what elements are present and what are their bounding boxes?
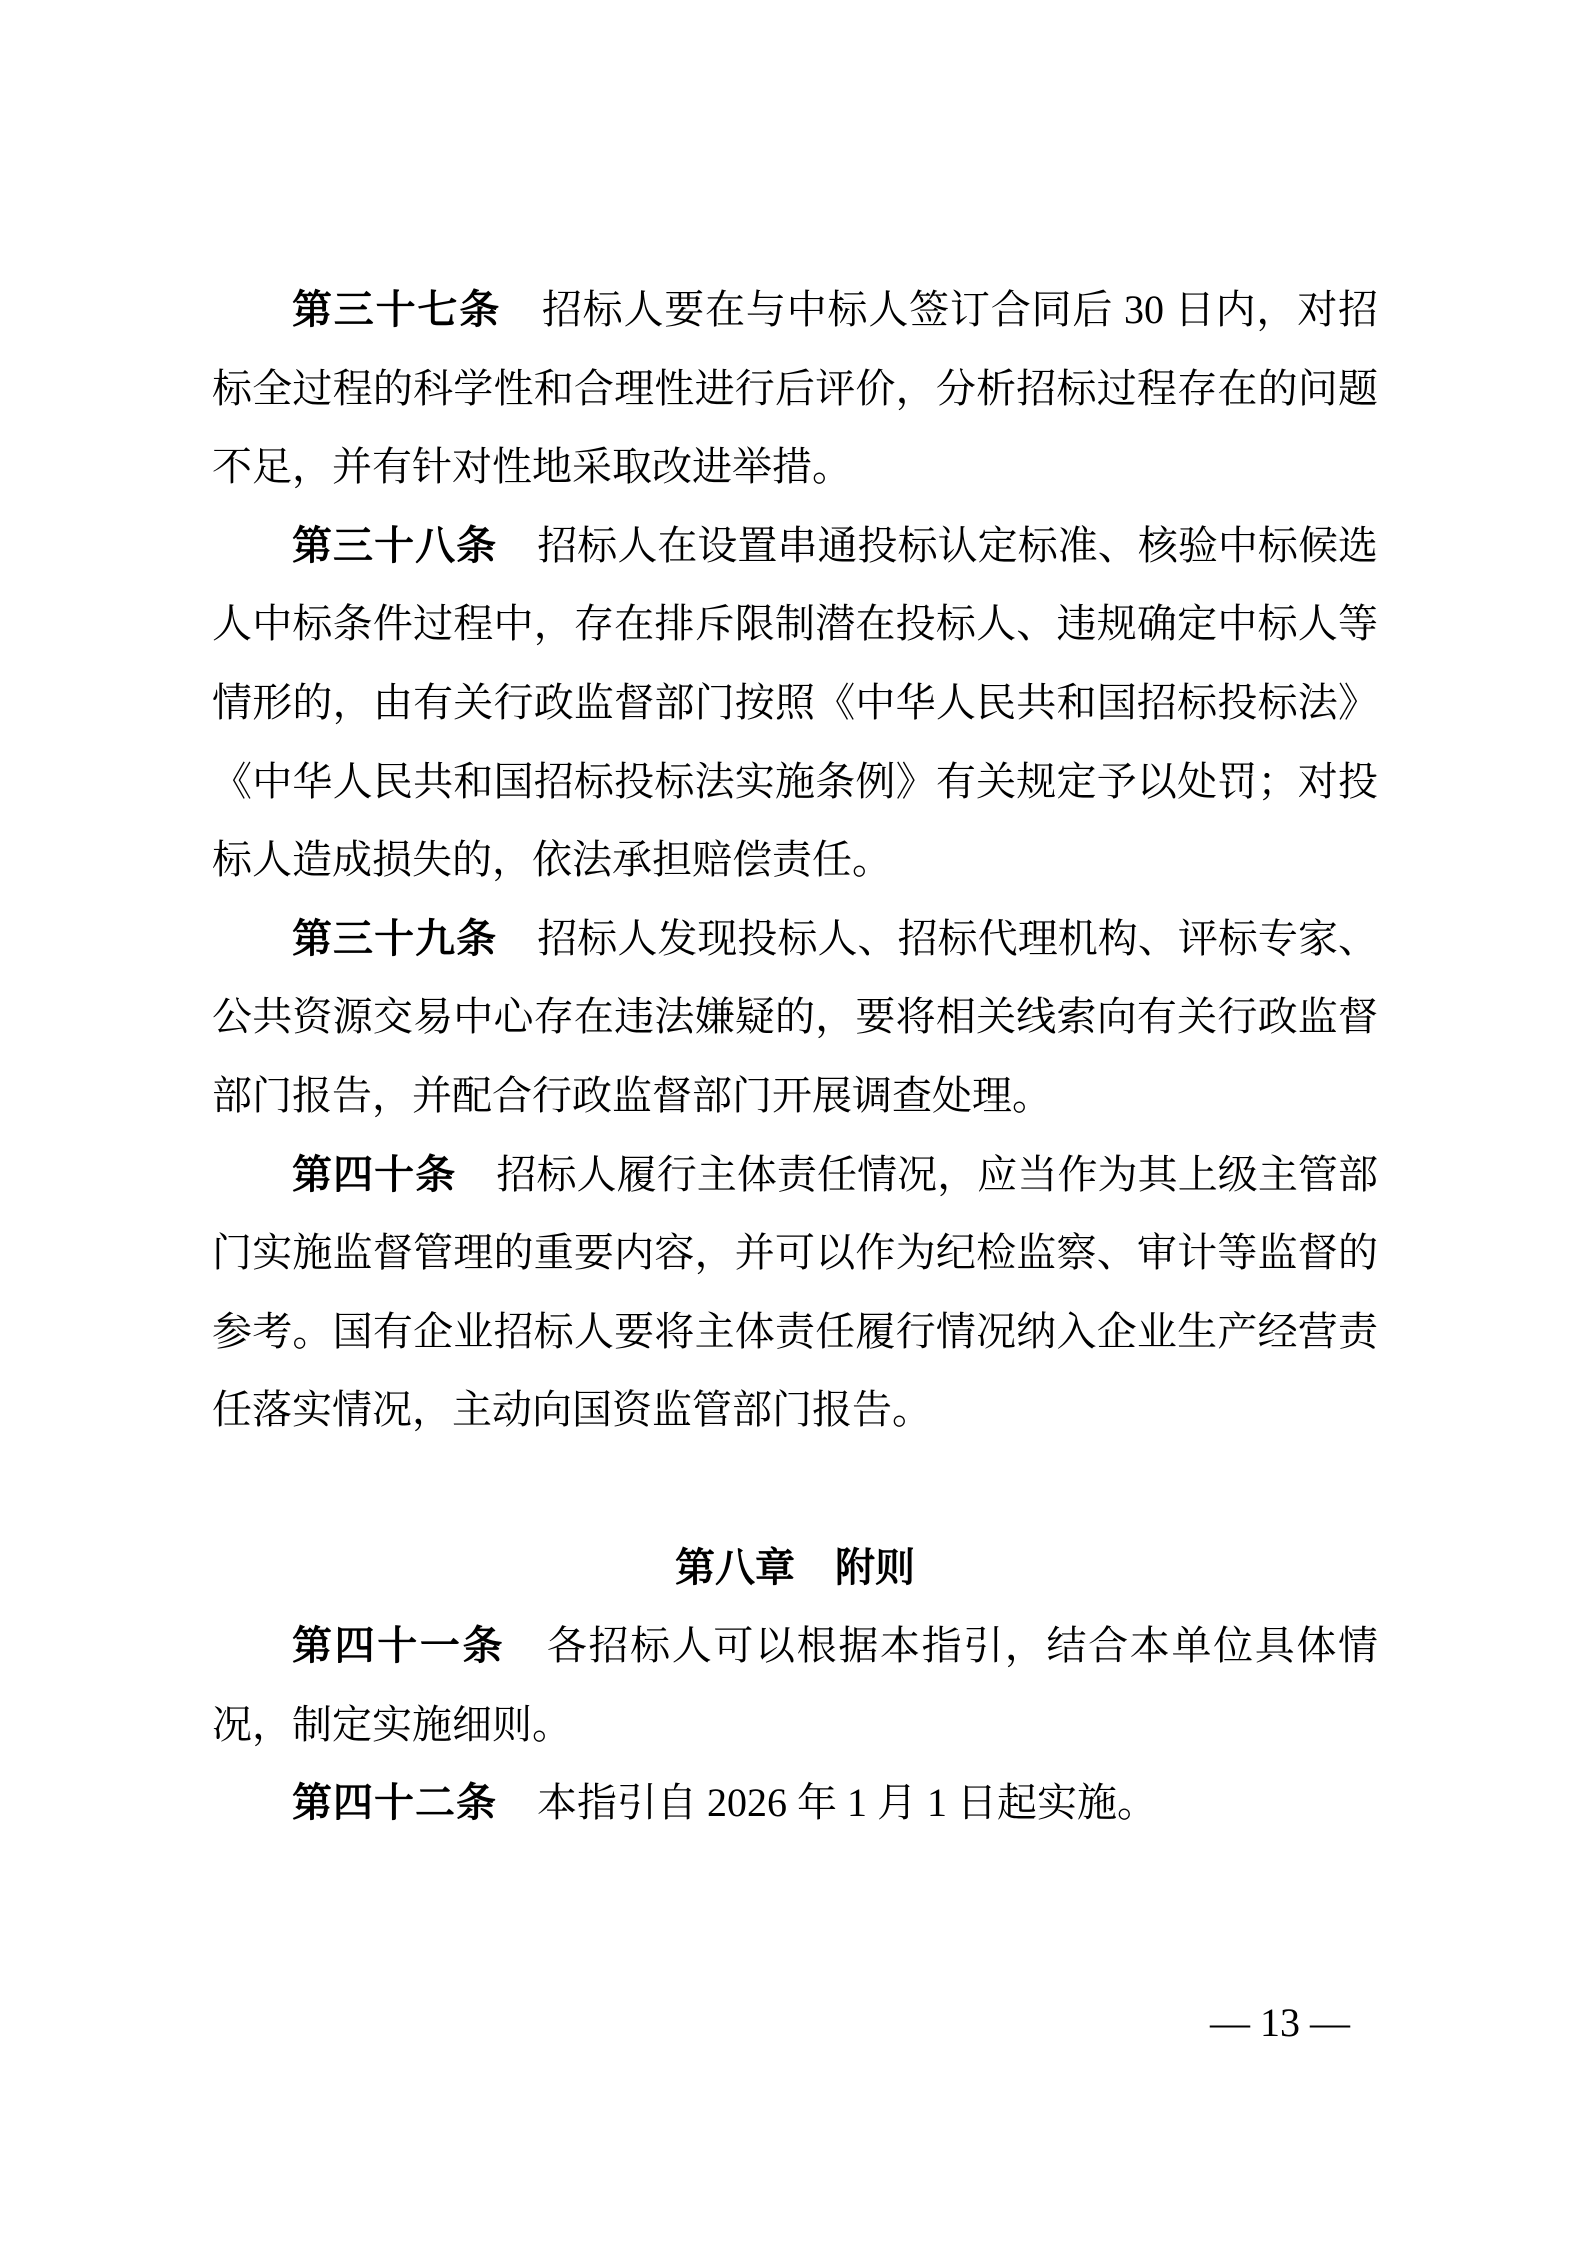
body-line <box>212 585 1378 664</box>
body-line <box>212 1371 1378 1450</box>
page-number: — 13 — <box>1210 2000 1350 2045</box>
article-number: 第四十一条 <box>292 1624 506 1669</box>
line-text: 情形的，由有关行政监督部门按照《中华人民共和国招标投标法》 <box>212 679 1378 725</box>
body-line <box>212 821 1378 900</box>
body-line <box>212 743 1378 822</box>
article-number: 第三十九条 <box>292 916 498 961</box>
body-line <box>212 507 1378 586</box>
document-body <box>212 271 1378 1843</box>
body-line <box>212 1136 1378 1215</box>
body-line <box>212 900 1378 979</box>
line-text: 招标人履行主体责任情况，应当作为其上级主管部 <box>456 1151 1379 1197</box>
body-line <box>212 1686 1378 1765</box>
body-line <box>212 1764 1378 1843</box>
line-text: 况，制定实施细则。 <box>212 1701 572 1747</box>
line-text: 本指引自 2026 年 1 月 1 日起实施。 <box>497 1780 1157 1826</box>
line-text: 《中华人民共和国招标投标法实施条例》有关规定予以处罚；对投 <box>212 758 1378 804</box>
line-text: 招标人在设置串通投标认定标准、核验中标候选 <box>497 522 1379 568</box>
chapter-heading: 第八章 附则 <box>675 1545 915 1590</box>
body-line <box>212 978 1378 1057</box>
article-number: 第三十八条 <box>292 523 498 568</box>
article-number: 第四十二条 <box>292 1781 497 1826</box>
line-text: 部门报告，并配合行政监督部门开展调查处理。 <box>212 1072 1052 1118</box>
body-line <box>212 1293 1378 1372</box>
line-text: 不足，并有针对性地采取改进举措。 <box>212 444 852 490</box>
line-text: 标全过程的科学性和合理性进行后评价，分析招标过程存在的问题 <box>212 365 1378 411</box>
body-line <box>212 664 1378 743</box>
line-text: 人中标条件过程中，存在排斥限制潜在投标人、违规确定中标人等 <box>212 601 1378 647</box>
line-text: 任落实情况，主动向国资监管部门报告。 <box>212 1387 932 1433</box>
body-line <box>212 1607 1378 1686</box>
body-line <box>212 1057 1378 1136</box>
body-line <box>212 271 1378 350</box>
line-text: 公共资源交易中心存在违法嫌疑的，要将相关线索向有关行政监督 <box>212 994 1378 1040</box>
line-text: 招标人发现投标人、招标代理机构、评标专家、 <box>497 915 1379 961</box>
line-text: 各招标人可以根据本指引，结合本单位具体情 <box>505 1623 1379 1669</box>
line-text: 招标人要在与中标人签订合同后 30 日内，对招 <box>501 287 1379 332</box>
line-text: 门实施监督管理的重要内容，并可以作为纪检监察、审计等监督的 <box>212 1230 1378 1276</box>
article-number: 第三十七条 <box>292 288 502 332</box>
body-line <box>212 350 1378 429</box>
body-line <box>212 1214 1378 1293</box>
article-number: 第四十条 <box>292 1152 457 1197</box>
line-text: 参考。国有企业招标人要将主体责任履行情况纳入企业生产经营责 <box>212 1308 1378 1354</box>
line-text: 标人造成损失的，依法承担赔偿责任。 <box>212 837 892 883</box>
body-line <box>212 428 1378 507</box>
